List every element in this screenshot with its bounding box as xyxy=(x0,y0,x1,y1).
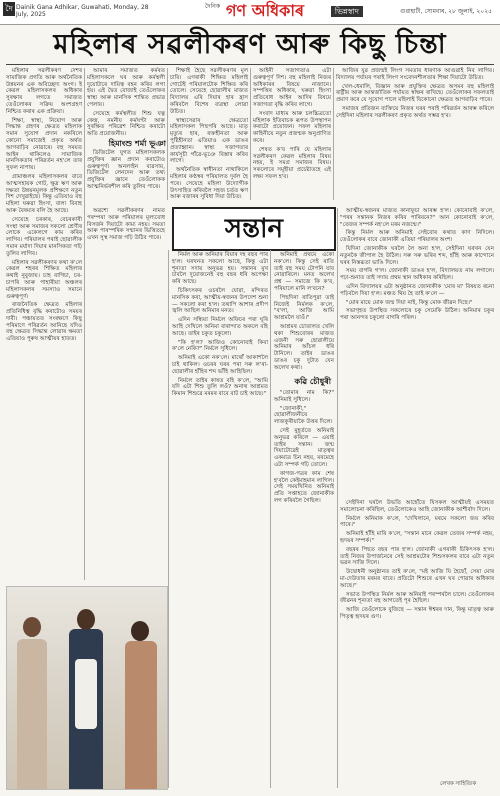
paper-logo-icon: দৈ xyxy=(3,2,15,16)
article-column-2b xyxy=(87,150,165,202)
paragraph: সভাত উপস্থিত নিৰ্মল আৰু অনিমাই পৰস্পৰলৈ চালে। তেওঁলোকৰ জীৱনৰ শূন্যতা বহু আগতেই পূৰ হৈছিল। xyxy=(340,591,494,605)
paragraph: সেয়েহে চৰকাৰ, বেচৰকাৰী সংস্থা আৰু সমাজৰ সকলো শ্ৰেণীৰ লোকে একেলগে কাম কৰিব লাগিব। পৰিয়ালৰ পৰাই ছোৱালীক সমান মৰ্যাদা দিয়াৰ মানসিকতা গঢ়ি তুলিব লাগিব। xyxy=(6,216,82,257)
paragraph: ৰাজনৈতিক ক্ষেত্ৰত মহিলাৰ প্ৰতিনিধিত্ব বৃদ্ধি কৰাটোও সময়ৰ দাবী। পঞ্চায়তত সংৰক্ষণে কিছু পৰিমাণে পৰিৱৰ্তন আনিছে যদিও বহু ক্ষেত্ৰত সিদ্ধান্ত লোৱাৰ ক্ষমতা এতিয়াও পুৰুষ আত্মীয়ৰ হাতত। xyxy=(6,302,82,343)
paragraph: অনিমাই হাঁহি মাৰি ক'লে, "সন্তান মানে কেৱল তেজৰ সম্পৰ্ক নহয়, হৃদয়ৰ সম্পৰ্ক।" xyxy=(340,531,494,544)
paragraph: কিন্তু নিৰ্মল আৰু অনিমাই সেইবোৰ কথাত কাণ নিদিলে। তেওঁলোকৰ বাবে জোনাকী এতিয়া পৰিয়ালৰ অংশ। xyxy=(340,230,494,244)
paper-edition-line: Dainik Gana Adhikar, Guwahati, Monday, 28 July, 2025 xyxy=(16,4,149,18)
article-byline: হিমাংশু শৰ্মা ভূঞা xyxy=(108,139,166,148)
paragraph: "জোনাকী," ছোৱালীজনীয়ে লাজকুৰীয়াকৈ উত্তৰ দিলে। xyxy=(274,405,333,426)
story-column-1 xyxy=(172,252,268,788)
photo-figure-3 xyxy=(125,641,157,789)
paragraph: সেই মুহূৰ্ততে অনিমাই অনুভৱ কৰিলে — এয়াই তাইৰ সন্তান। জন্ম দিয়াটোৱেই মাতৃত্বৰ একমাত্ৰ চিন নহয়, মৰমেহে এটা সম্পৰ্ক গঢ়ি তোলে। xyxy=(274,427,334,468)
paragraph: এদিন সন্ধিয়া নিৰ্মলে অফিচৰ পৰা ঘূৰি আহি দেখিলে অনিমা বাৰান্দাত অকলে বহি আছে। তাইৰ চকুত চকুলো। xyxy=(172,317,268,337)
brand-title xyxy=(205,0,359,22)
story-column-4 xyxy=(340,500,494,780)
paragraph: আজিৰ যুৱ প্ৰজন্মই লিংগ সমতাৰ ধাৰণাক আগুৱাই নিব লাগিব। বিদ্যালয় পৰ্যায়ৰ পৰাই লিংগ সংবেদনশীলতাৰ শিক্ষা দিয়াটো উচিত। xyxy=(336,68,494,81)
article-column-5 xyxy=(336,68,494,200)
paragraph: অৰ্থনৈতিক স্বাধীনতা নাথাকিলে মহিলাৰ কণ্ঠস্বৰ পৰিয়ালত দুৰ্বল হৈ পৰে। সেয়েহে মহিলা উদ্যোগীক উৎসাহিত কৰিবলৈ সহজ চৰ্তত ঋণ আৰু বজাৰৰ সুবিধা দিয়া উচিত। xyxy=(170,167,248,201)
paragraph: অৱশ্যে সৱলীকৰণৰ নামত পৰম্পৰা আৰু পৰিয়ালৰ মূল্যবোধ বিসৰ্জন দিয়াটো কাম্য নহয়। সমতা আৰু পাৰস্পৰিক সন্মানৰ ভিত্তিতহে এখন সুস্থ সমাজ গঢ়ি উঠিব পাৰে। xyxy=(87,208,165,242)
paragraph: আজি তেওঁলোকে বুজিছে — সন্তান ঈশ্বৰৰ দান, কিন্তু মাতৃত্ব আৰু পিতৃত্ব হৃদয়ৰ গুণ। xyxy=(340,607,494,620)
paragraph: বছৰৰ পিছত বছৰ পাৰ হ'ল। জোনাকী এগৰাকী চিকিৎসক হ'ল। তাই নিজৰ উপাৰ্জনেৰে সেই আশ্ৰমটোৰ শিশুসকলৰ বাবে এটা নতুন ভৱন সাজি দিলে। xyxy=(340,546,494,567)
paragraph: শিক্ষাই হৈছে সৱলীকৰণৰ মূল চাবি। এগৰাকী শিক্ষিত মহিলাই গোটেই পৰিয়ালটোক শিক্ষিত কৰি তোলে। সেয়েহে ছোৱালীৰ মাজত বিদ্যালয় এৰি দিয়াৰ হাৰ হ্ৰাস কৰিবলৈ বিশেষ ব্যৱস্থা লোৱা উচিত। xyxy=(170,68,248,115)
paragraph: সময় বাগৰি গ'ল। জোনাকী ডাঙৰ হ'ল, বিদ্যালয়ত নাম লগালে। পঢ়া-শুনাত তাই সদায় প্ৰথম স্থান অধিকাৰ কৰিছিল। xyxy=(340,268,494,282)
paragraph: এদিন বিদ্যালয়ৰ এটা অনুষ্ঠানত জোনাকীক 'মোৰ মা' বিষয়ত ৰচনা পঢ়িবলৈ দিয়া হ'ল। মঞ্চত থিয় হৈ তাই ক'লে — xyxy=(340,283,494,297)
story-column-2b xyxy=(274,390,334,788)
page-headline: মহিলাৰ সৱলীকৰণ আৰু কিছু চিন্তা xyxy=(6,26,494,65)
article-column-2 xyxy=(87,68,165,138)
paragraph: সভাগৃহত উপস্থিত সকলোৰে চকু সেমেকি উঠিল। অনিমাৰ চকুৰ পৰা আনন্দৰ চকুলো বাগৰি পৰিল। xyxy=(340,308,494,322)
paragraph: "মোৰ মায়ে মোক জন্ম দিয়া নাই, কিন্তু মোক জীৱন দিছে।" xyxy=(346,299,473,306)
paragraph: "তোমাৰ নাম কি?" অনিমাই সুধিলে। xyxy=(274,390,334,403)
brand-name: গণ অধিকাৰ xyxy=(226,1,304,20)
masthead xyxy=(0,0,500,25)
paragraph: মহিলাৰ সৱলীকৰণৰ কথা ক'লে কেৱল শহৰৰ শিক্ষিত মহিলাৰ কথাই নুবুজায়। চাহ বাগিচা, চৰ-চাপৰি আৰু পাহাৰীয়া অঞ্চলৰ মহিলাসকলৰ সমস্যাও সমানে গুৰুত্বপূৰ্ণ। xyxy=(6,259,82,300)
brand-prefix: দৈনিক xyxy=(205,3,221,10)
paragraph: কাগজ-পত্ৰৰ কাম শেষ হ'বলৈ কেইমাহমান লাগিল। সেই সময়খিনিত অনিমাই প্ৰতি সপ্তাহতে জোনাকীক লগ কৰিবলৈ গৈছিল। xyxy=(274,470,334,504)
paragraph: অনিমাই প্ৰথমে একো নক'লে। কিন্তু সেই ৰাতি তাই বহু সময় টোপনি যাব নোৱাৰিলে। মনত অলেখ প্ৰশ্ন — সমাজে কি ক'ব, পৰিয়ালে মানি ল'বনে? xyxy=(274,252,334,292)
paragraph: আত্মীয়-স্বজনৰ মাজত কানাফুচা আৰম্ভ হ'ল। কোনোবাই ক'লে, "পৰৰ সন্তানক নিজৰ কৰিব পাৰিবনে?" আন কোনোবাই ক'লে, "তেজৰ সম্পৰ্ক নহ'লে মৰম নজন্মে।" xyxy=(340,208,494,228)
story-title: সন্তান xyxy=(172,207,336,251)
paragraph: ডিজিটেল যুগত মহিলাসকলক প্ৰযুক্তিৰ জ্ঞান প্ৰদান কৰাটোও গুৰুত্বপূৰ্ণ। অনলাইন ব্যৱসায়, ডিজিটেল লেনদেন আৰু তথ্য প্ৰযুক্তিৰ জ্ঞানে তেওঁলোকক আত্মনিৰ্ভৰশীল কৰি তুলিব পাৰে। xyxy=(87,150,165,190)
paragraph: স্বাস্থ্যসেৱাৰ ক্ষেত্ৰতো মহিলাসকল পিছপৰি আছে। মাতৃ মৃত্যুৰ হাৰ, ৰক্তহীনতা আৰু পুষ্টিহীনতা এতিয়াও এক ডাঙৰ প্ৰত্যাহ্বান। স্বাস্থ্য সজাগতাৰ কাৰ্যসূচী গাঁৱে-ভূঞে বিস্তাৰ কৰিব লাগে। xyxy=(170,117,248,165)
photo-figure-3-head xyxy=(131,621,149,641)
paragraph: উদ্বোধনী অনুষ্ঠানত তাই ক'লে, "মই আজি যি হৈছোঁ, সেয়া মোৰ মা-দেউতাৰ মৰমৰ বাবে। প্ৰতিটো শিশুৰে এখন ঘৰ পোৱাৰ অধিকাৰ আছে।" xyxy=(340,569,494,589)
paragraph: আশ্ৰমৰ চোতালত খেলি থকা শিশুবোৰৰ মাজত এজনী সৰু ছোৱালীয়ে অনিমাৰ আঁচল ধৰি টানিলে। তাইৰ ডাঙৰ ডাঙৰ চকু দুটাত যেন অলেখ কথা। xyxy=(274,323,334,371)
paragraph: চিকিৎসকৰ ওচৰলৈ যোৱা, মন্দিৰত মানসিক কৰা, আত্মীয়-স্বজনৰ উপদেশ শুনা — সকলো কৰা হ'ল। তথাপি আশাৰ প্ৰদীপ জ্বলি আছিল অনিমাৰ মনত। xyxy=(172,287,268,315)
article-column-3 xyxy=(170,68,248,200)
photo-figure-1-head xyxy=(23,617,41,637)
paragraph: নিৰ্মলে অনিমাক ক'লে, "দেখিলানে, মৰমে সকলো জয় কৰিব পাৰে।" xyxy=(340,515,494,529)
paragraph: শেষত ক'ব পাৰি যে মহিলাৰ সৱলীকৰণ কেৱল মহিলাৰ বিষয় নহয়, ই সমগ্ৰ সমাজৰ বিষয়। সকলোৰে সমূহীয়া প্ৰচেষ্টাতহে এই লক্ষ্য সফল হ'ব। xyxy=(253,146,331,180)
section-tag: ভিন্নস্বাদ xyxy=(331,6,363,17)
article-column-4 xyxy=(253,68,331,200)
paragraph: নিৰ্মল আৰু অনিমাৰ বিয়াৰ দহ বছৰ পাৰ হ'ল। ঘৰখনত সকলো আছে, কিন্তু এটা শূন্যতা সদায় অনুভৱ হয়। সন্তানৰ মুখ চাবলৈ দুয়োজনেই বহু বছৰ ধৰি অপেক্ষা কৰি আছে। xyxy=(172,252,268,286)
paragraph: সমাজৰ প্ৰতিজন ব্যক্তিয়ে নিজৰ ঘৰৰ পৰাই পৰিৱৰ্তন আৰম্ভ কৰিলে সেইদিনা মহিলাৰ সৱলীকৰণ প্ৰকৃত অৰ্থত সম্ভৱ হ'ব। xyxy=(336,105,494,119)
article-column-2c xyxy=(87,208,165,580)
photo-figure-2-shirt xyxy=(75,659,97,729)
paragraph: অনিমাই একো নক'লে। মাথোঁ আকাশলৈ চাই থাকিল। ওচৰৰ ঘৰৰ পৰা সৰু ল'ৰা-ছোৱালীৰ হাঁহিৰ শব্দ ভাঁহি আহিছিল। xyxy=(172,355,268,375)
paragraph: আইনী সজাগতাও এটা গুৰুত্বপূৰ্ণ দিশ। বহু মহিলাই নিজৰ অধিকাৰৰ বিষয়ে নাজানে। সম্পত্তিৰ অধিকাৰ, ঘৰুৱা হিংসা প্ৰতিৰোধ আইন আদিৰ বিষয়ে সজাগতা বৃদ্ধি কৰিব লাগে। xyxy=(253,68,331,108)
paragraph: খেল-ধেমালি, বিজ্ঞান আৰু প্ৰযুক্তিৰ ক্ষেত্ৰত অসমৰ বহু মহিলাই ৰাষ্ট্ৰীয় আৰু আন্তৰ্জাতিক পৰ্যায়ত স্বাক্ষৰ ৰাখিছে। তেওঁলোকৰ সফলতাই প্ৰমাণ কৰে যে সুযোগ পালে মহিলাই যিকোনো ক্ষেত্ৰত আগবাঢ়িব পাৰে। xyxy=(336,83,494,104)
paragraph: সেইদিনা ঘৰলৈ উভতি আহোঁতে যিসকল আত্মীয়ই এসময়ত সমালোচনা কৰিছিল, তেওঁলোকেও আহি জোনাকীক আশীৰ্বাদ দিলে। xyxy=(340,500,494,513)
paragraph: শিক্ষা, স্বাস্থ্য, নিয়োগ আৰু সিদ্ধান্ত গ্ৰহণৰ ক্ষেত্ৰত মহিলাক সমান সুযোগ প্ৰদান নকৰিলে কোনো সমাজেই প্ৰকৃত অৰ্থত আগবাঢ়িব নোৱাৰে। বহু সময়ত আইন থাকিলেও সামাজিক মানসিকতাৰ পৰিৱৰ্তন নহ'লে তাৰ সুফল নাপায়। xyxy=(6,117,82,172)
photo-figure-1 xyxy=(17,639,47,789)
paragraph: গ্ৰামাঞ্চলৰ মহিলাসকলৰ বাবে আত্মসহায়ক গোট, ক্ষুদ্ৰ ঋণ আৰু দক্ষতা উন্নয়নমূলক প্ৰশিক্ষণে নতুন দিশ দেখুৱাইছে। কিন্তু এতিয়াও বহু মহিলা ঘৰুৱা হিংসা, বাল্য বিবাহ আৰু বৈষম্যৰ বলি হৈ আছে। xyxy=(6,173,82,214)
paragraph: সংবাদ মাধ্যম আৰু চলচ্চিত্ৰতো মহিলাক ইতিবাচক ৰূপত উপস্থাপন কৰাটো প্ৰয়োজন। সফল মহিলাৰ কাহিনীয়ে নতুন প্ৰজন্মক অনুপ্ৰাণিত কৰে। xyxy=(253,110,331,144)
paragraph: সেয়েহে কৰ্মস্থলীত শিশু যত্ন কেন্দ্ৰ, নমনীয় কৰ্মঘণ্টা আৰু সুৰক্ষিত পৰিৱেশ নিশ্চিত কৰাটো অতি প্ৰয়োজনীয়। xyxy=(87,110,165,138)
photo-figure-2-head xyxy=(77,609,95,630)
paragraph: "কি হ'ল? আজিও কোনোবাই কিবা ক'লে নেকি?" নিৰ্মলে সুধিলে। xyxy=(172,339,268,353)
article-photo xyxy=(6,586,168,790)
paragraph: পিছদিনা ৰাতিপুৱা তাই নিজেই নিৰ্মলক ক'লে, "ব'লা, আজি আমি আশ্ৰমলৈ যাওঁ।" xyxy=(274,294,334,322)
paragraph: মহিলাৰ সৱলীকৰণ দেশৰ সামাজিক প্ৰগতি আৰু অৰ্থনৈতিক উন্নয়নৰ এক অবিচ্ছেদ্য অংগ। ই কেৱল মহিলাসকলৰ অধিকাৰ সুৰক্ষাৰ লগতে সমাজত তেওঁলোকৰ সক্ৰিয় অংশগ্ৰহণ নিশ্চিত কৰাৰ এক প্ৰক্ৰিয়া। xyxy=(6,68,82,115)
paragraph: আমাৰ সমাজত কৰ্মৰত মহিলাসকলে ঘৰ আৰু কৰ্মস্থলী দুয়োটাৰে দায়িত্ব বহন কৰিব লগা হয়। এই দ্বৈত বোজাই তেওঁলোকৰ স্বাস্থ্য আৰু মানসিক শান্তিত প্ৰভাৱ পেলায়। xyxy=(87,68,165,108)
article-column-1 xyxy=(6,68,82,580)
story-column-2a xyxy=(274,252,334,372)
dateline: গুৱাহাটী, সোমবাৰ, ২৮ জুলাই, ২০২৫ xyxy=(400,8,492,15)
story-byline: কৱি চৌধুৰী xyxy=(294,377,331,386)
story-column-3 xyxy=(340,208,494,498)
paragraph: যিদিনা জোনাকীক ঘৰলৈ লৈ অনা হ'ল, সেইদিনা ঘৰখন যেন নতুনকৈ জীপাল হৈ উঠিল। সৰু সৰু ভৰিৰ শব্দ, হাঁহি আৰু কান্দোনে ঘৰৰ নিস্তব্ধতা ভাঙি দিলে। xyxy=(340,245,494,266)
story-end-note: লেখক সাহিত্যিক xyxy=(440,781,477,787)
paragraph: নিৰ্মলে তাইৰ কাষত বহি ক'লে, "আমি যদি এটা শিশু তুলি লওঁ? অনাথ আশ্ৰমত কিমান শিশুৱে মৰমৰ বাবে বাট চাই আছে।" xyxy=(172,377,268,398)
